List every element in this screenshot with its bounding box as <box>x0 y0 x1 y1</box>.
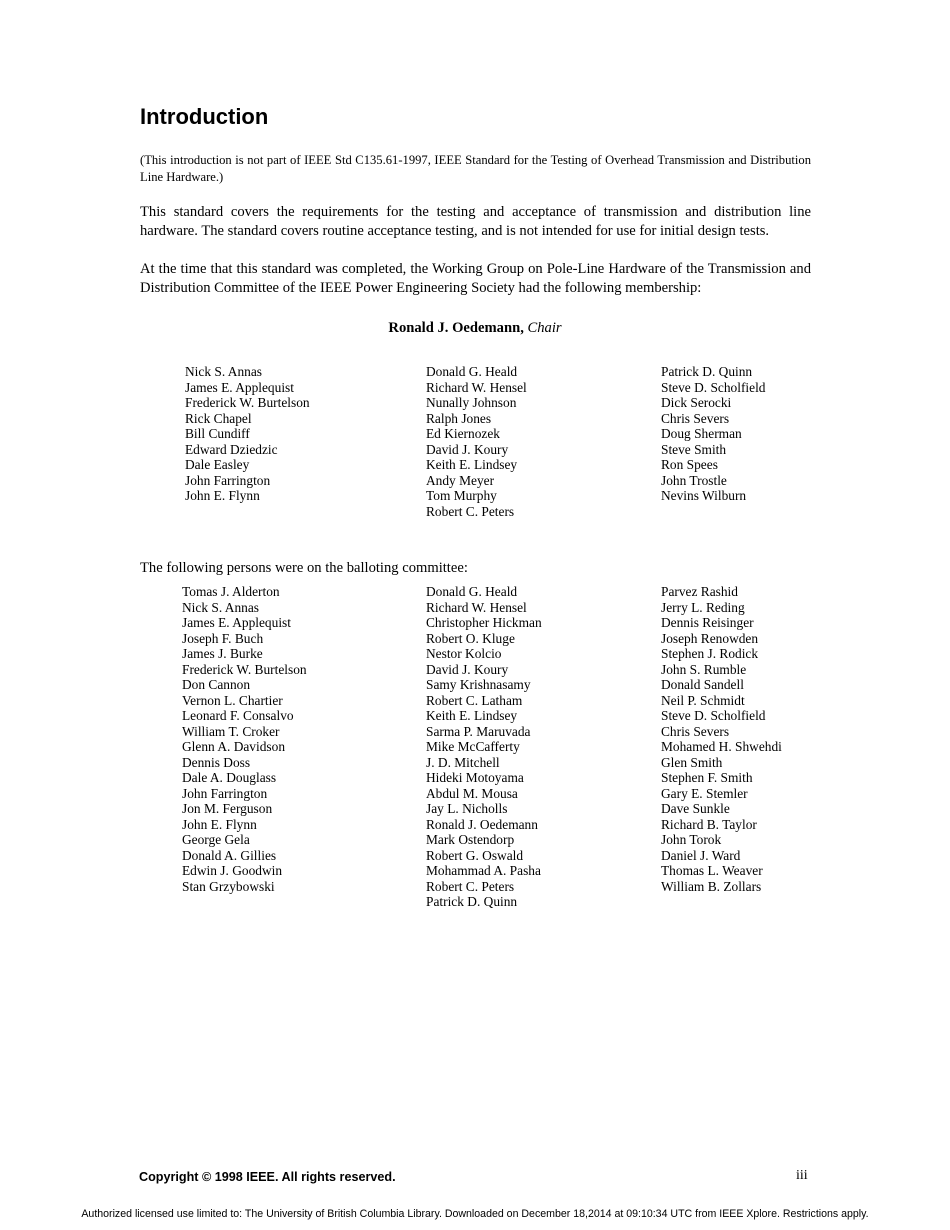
member-name: Doug Sherman <box>661 426 742 441</box>
member-name: James E. Applequist <box>185 379 294 395</box>
member-name: Nevins Wilburn <box>661 488 747 503</box>
member-name: John E. Flynn <box>185 488 260 503</box>
member-name: Donald G. Heald <box>426 364 518 379</box>
member-name: Robert C. Peters <box>426 878 515 894</box>
member-name: Bill Cundiff <box>185 426 250 441</box>
member-name: Dennis Reisinger <box>661 615 754 630</box>
working-group-column-2 <box>426 364 527 519</box>
member-name: Frederick W. Burtelson <box>185 395 310 410</box>
working-group-column-3 <box>661 364 766 504</box>
copyright-notice: Copyright © 1998 IEEE. All rights reserved. <box>139 1170 396 1184</box>
member-name: Nestor Kolcio <box>426 646 502 661</box>
member-name: Nick S. Annas <box>182 599 259 615</box>
member-name: Vernon L. Chartier <box>182 692 283 708</box>
member-name: David J. Koury <box>426 661 509 677</box>
member-name: Patrick D. Quinn <box>426 894 518 909</box>
member-name: Neil P. Schmidt <box>661 692 745 708</box>
member-name: John S. Rumble <box>661 661 747 677</box>
member-name: Chris Severs <box>661 723 730 739</box>
member-name: Dick Serocki <box>661 395 732 410</box>
balloting-column-2 <box>426 584 542 910</box>
member-name: Tomas J. Alderton <box>182 584 280 599</box>
member-name: Steve D. Scholfield <box>661 708 766 723</box>
member-name: Sarma P. Maruvada <box>426 723 531 739</box>
member-name: Nunally Johnson <box>426 395 517 410</box>
member-name: Ronald J. Oedemann <box>426 816 538 832</box>
member-name: Don Cannon <box>182 677 251 692</box>
working-group-column-1 <box>185 364 310 504</box>
member-name: Mohammad A. Pasha <box>426 863 541 878</box>
member-name: Thomas L. Weaver <box>661 863 763 878</box>
member-name: Hideki Motoyama <box>426 770 524 785</box>
page-title: Introduction <box>140 104 269 129</box>
member-name: Mark Ostendorp <box>426 832 515 847</box>
member-name: Jay L. Nicholls <box>426 801 508 816</box>
paragraph-membership: At the time that this standard was completed, the Working Group on Pole-Line Hardware of the Transmission and Distribution Committee of the IEEE Power Engineering Society had the following membership: <box>140 261 811 296</box>
balloting-column-1 <box>182 584 307 894</box>
member-name: Gary E. Stemler <box>661 785 748 801</box>
member-name: George Gela <box>182 832 250 847</box>
member-name: Robert C. Peters <box>426 503 515 519</box>
member-name: Ralph Jones <box>426 410 492 426</box>
member-name: James J. Burke <box>182 646 263 661</box>
balloting-intro: The following persons were on the balloting committee: <box>140 560 468 576</box>
member-name: Joseph F. Buch <box>182 630 264 646</box>
member-name: Mike McCafferty <box>426 739 520 754</box>
member-name: Daniel J. Ward <box>661 847 741 863</box>
member-name: John Farrington <box>182 785 268 801</box>
member-name: Keith E. Lindsey <box>426 457 518 472</box>
member-name: John Farrington <box>185 472 271 488</box>
member-name: David J. Koury <box>426 441 509 457</box>
member-name: Glenn A. Davidson <box>182 739 286 754</box>
intro-note: (This introduction is not part of IEEE Std C135.61-1997, IEEE Standard for the Testing of Overhead Transmission and Distribution Line Hardware.) <box>140 153 811 184</box>
member-name: Steve Smith <box>661 441 727 457</box>
member-name: Ed Kiernozek <box>426 426 500 441</box>
balloting-column-3 <box>661 584 782 894</box>
member-name: William B. Zollars <box>661 878 762 894</box>
member-name: Richard W. Hensel <box>426 599 527 615</box>
member-name: Robert O. Kluge <box>426 630 515 646</box>
member-name: J. D. Mitchell <box>426 754 500 770</box>
member-name: Richard W. Hensel <box>426 379 527 395</box>
member-name: Edwin J. Goodwin <box>182 863 283 878</box>
member-name: Frederick W. Burtelson <box>182 661 307 677</box>
member-name: Dennis Doss <box>182 754 251 770</box>
chair-line <box>0 320 950 337</box>
member-name: William T. Croker <box>182 723 280 739</box>
member-name: Stephen F. Smith <box>661 770 753 785</box>
member-name: Stan Grzybowski <box>182 878 275 894</box>
member-name: Christopher Hickman <box>426 615 542 630</box>
member-name: Andy Meyer <box>426 472 495 488</box>
member-name: Donald G. Heald <box>426 584 518 599</box>
member-name: Joseph Renowden <box>661 630 759 646</box>
member-name: Robert G. Oswald <box>426 847 524 863</box>
member-name: Ron Spees <box>661 457 718 472</box>
member-name: Nick S. Annas <box>185 364 262 379</box>
member-name: Chris Severs <box>661 410 730 426</box>
member-name: Abdul M. Mousa <box>426 785 518 801</box>
member-name: Parvez Rashid <box>661 584 738 599</box>
member-name: Jon M. Ferguson <box>182 801 273 816</box>
member-name: Stephen J. Rodick <box>661 646 759 661</box>
member-name: Steve D. Scholfield <box>661 379 766 395</box>
member-name: Robert C. Latham <box>426 692 523 708</box>
member-name: Samy Krishnasamy <box>426 677 531 692</box>
member-name: James E. Applequist <box>182 615 291 630</box>
member-name: Richard B. Taylor <box>661 816 757 832</box>
member-name: Mohamed H. Shwehdi <box>661 739 782 754</box>
member-name: Glen Smith <box>661 754 723 770</box>
member-name: John Trostle <box>661 472 727 488</box>
member-name: Donald Sandell <box>661 677 744 692</box>
member-name: Tom Murphy <box>426 488 497 503</box>
member-name: Dale Easley <box>185 457 250 472</box>
member-name: John Torok <box>661 832 722 847</box>
member-name: Dale A. Douglass <box>182 770 277 785</box>
page-number: iii <box>796 1168 808 1183</box>
chair-role: Chair <box>527 320 562 336</box>
member-name: John E. Flynn <box>182 816 257 832</box>
member-name: Dave Sunkle <box>661 801 730 816</box>
member-name: Leonard F. Consalvo <box>182 708 294 723</box>
paragraph-scope: This standard covers the requirements for the testing and acceptance of transmission and distribution line hardware. The standard covers routine acceptance testing, and is not intended for use for initial design tests. <box>140 204 811 239</box>
member-name: Edward Dziedzic <box>185 441 278 457</box>
authorization-notice: Authorized licensed use limited to: The University of British Columbia Library. Downloaded on December 18,2014 at 09:10:34 UTC from IEEE Xplore. Restrictions apply. <box>81 1208 869 1220</box>
member-name: Patrick D. Quinn <box>661 364 753 379</box>
chair-name: Ronald J. Oedemann, <box>388 320 524 336</box>
member-name: Jerry L. Reding <box>661 599 745 615</box>
member-name: Donald A. Gillies <box>182 847 277 863</box>
member-name: Keith E. Lindsey <box>426 708 518 723</box>
member-name: Rick Chapel <box>185 410 252 426</box>
